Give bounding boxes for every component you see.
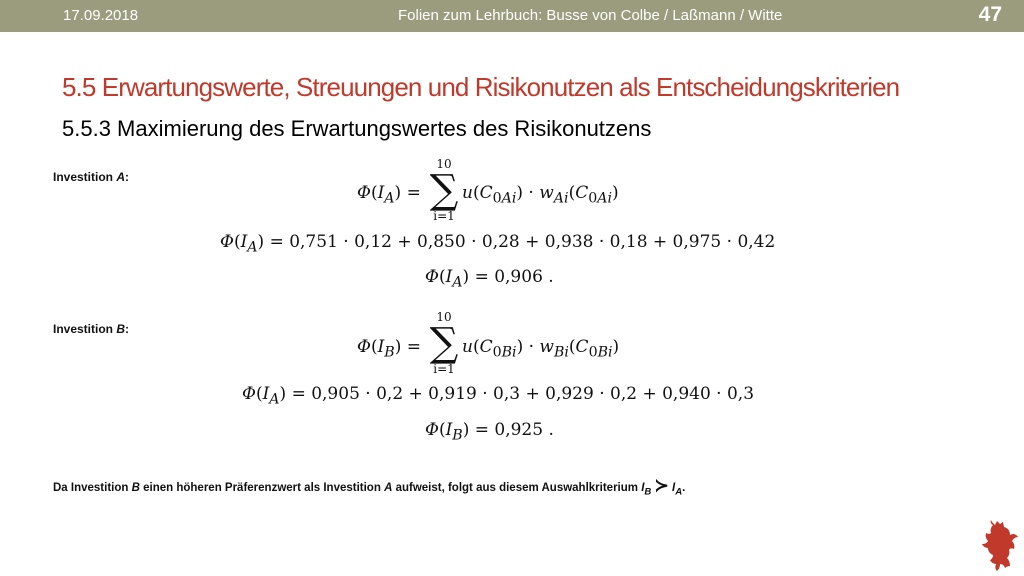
result-a: $\Phi(I_A) = 0,906$ . xyxy=(425,267,554,291)
formula-b-rhs: $u(C_{0Bi}) \cdot w_{Bi}(C_{0Bi})$ xyxy=(462,337,620,361)
formula-a-sum xyxy=(426,158,462,222)
conclusion-text: Da Investition B einen höheren Präferenzwert als Investition A aufweist, folgt aus diesem Auswahlkriterium $I_B$ ≻ $I_A$. xyxy=(53,476,686,498)
slide-subtitle: 5.5.3 Maximierung des Erwartungswertes des Risikonutzens xyxy=(62,116,652,141)
investment-a-label: Investition A: xyxy=(53,170,130,184)
slide-title: 5.5 Erwartungswerte, Streuungen und Risikonutzen als Entscheidungskriterien xyxy=(62,72,900,102)
footer-text: Folien zum Lehrbuch: Busse von Colbe / Laßmann / Witte xyxy=(398,7,783,24)
formula-b-sum xyxy=(426,311,462,375)
sum-b-lower: i=1 xyxy=(433,362,455,376)
calculation-a: $\Phi(I_A) = 0,751 \cdot 0,12 + 0,850 \cdot 0,28 + 0,938 \cdot 0,18 + 0,975 \cdot 0,42$ xyxy=(220,232,776,256)
berlin-bear-icon xyxy=(978,518,1022,574)
sum-a-sigma-icon: ∑ xyxy=(429,167,459,213)
investment-b-label: Investition B: xyxy=(53,322,130,336)
preference-symbol: ≻ xyxy=(654,476,669,495)
header-bar xyxy=(0,0,1024,32)
formula-a-rhs: $u(C_{0Ai}) \cdot w_{Ai}(C_{0Ai})$ xyxy=(462,183,619,207)
sum-a-lower: i=1 xyxy=(433,209,455,223)
slide-date: 17.09.2018 xyxy=(63,7,139,24)
result-b: $\Phi(I_B) = 0,925$ . xyxy=(425,420,554,444)
formula-b-lhs: $\Phi(I_B)$ = xyxy=(357,337,421,361)
formula-a-lhs: $\Phi(I_A)$ = xyxy=(357,183,421,207)
slide-number: 47 xyxy=(978,3,1002,26)
calculation-b: $\Phi(I_A) = 0,905 \cdot 0,2 + 0,919 \cdot 0,3 + 0,929 \cdot 0,2 + 0,940 \cdot 0,3$ xyxy=(242,384,755,408)
sum-b-sigma-icon: ∑ xyxy=(429,320,459,366)
sum-a-upper: 10 xyxy=(436,157,452,171)
sum-b-upper: 10 xyxy=(436,310,452,324)
